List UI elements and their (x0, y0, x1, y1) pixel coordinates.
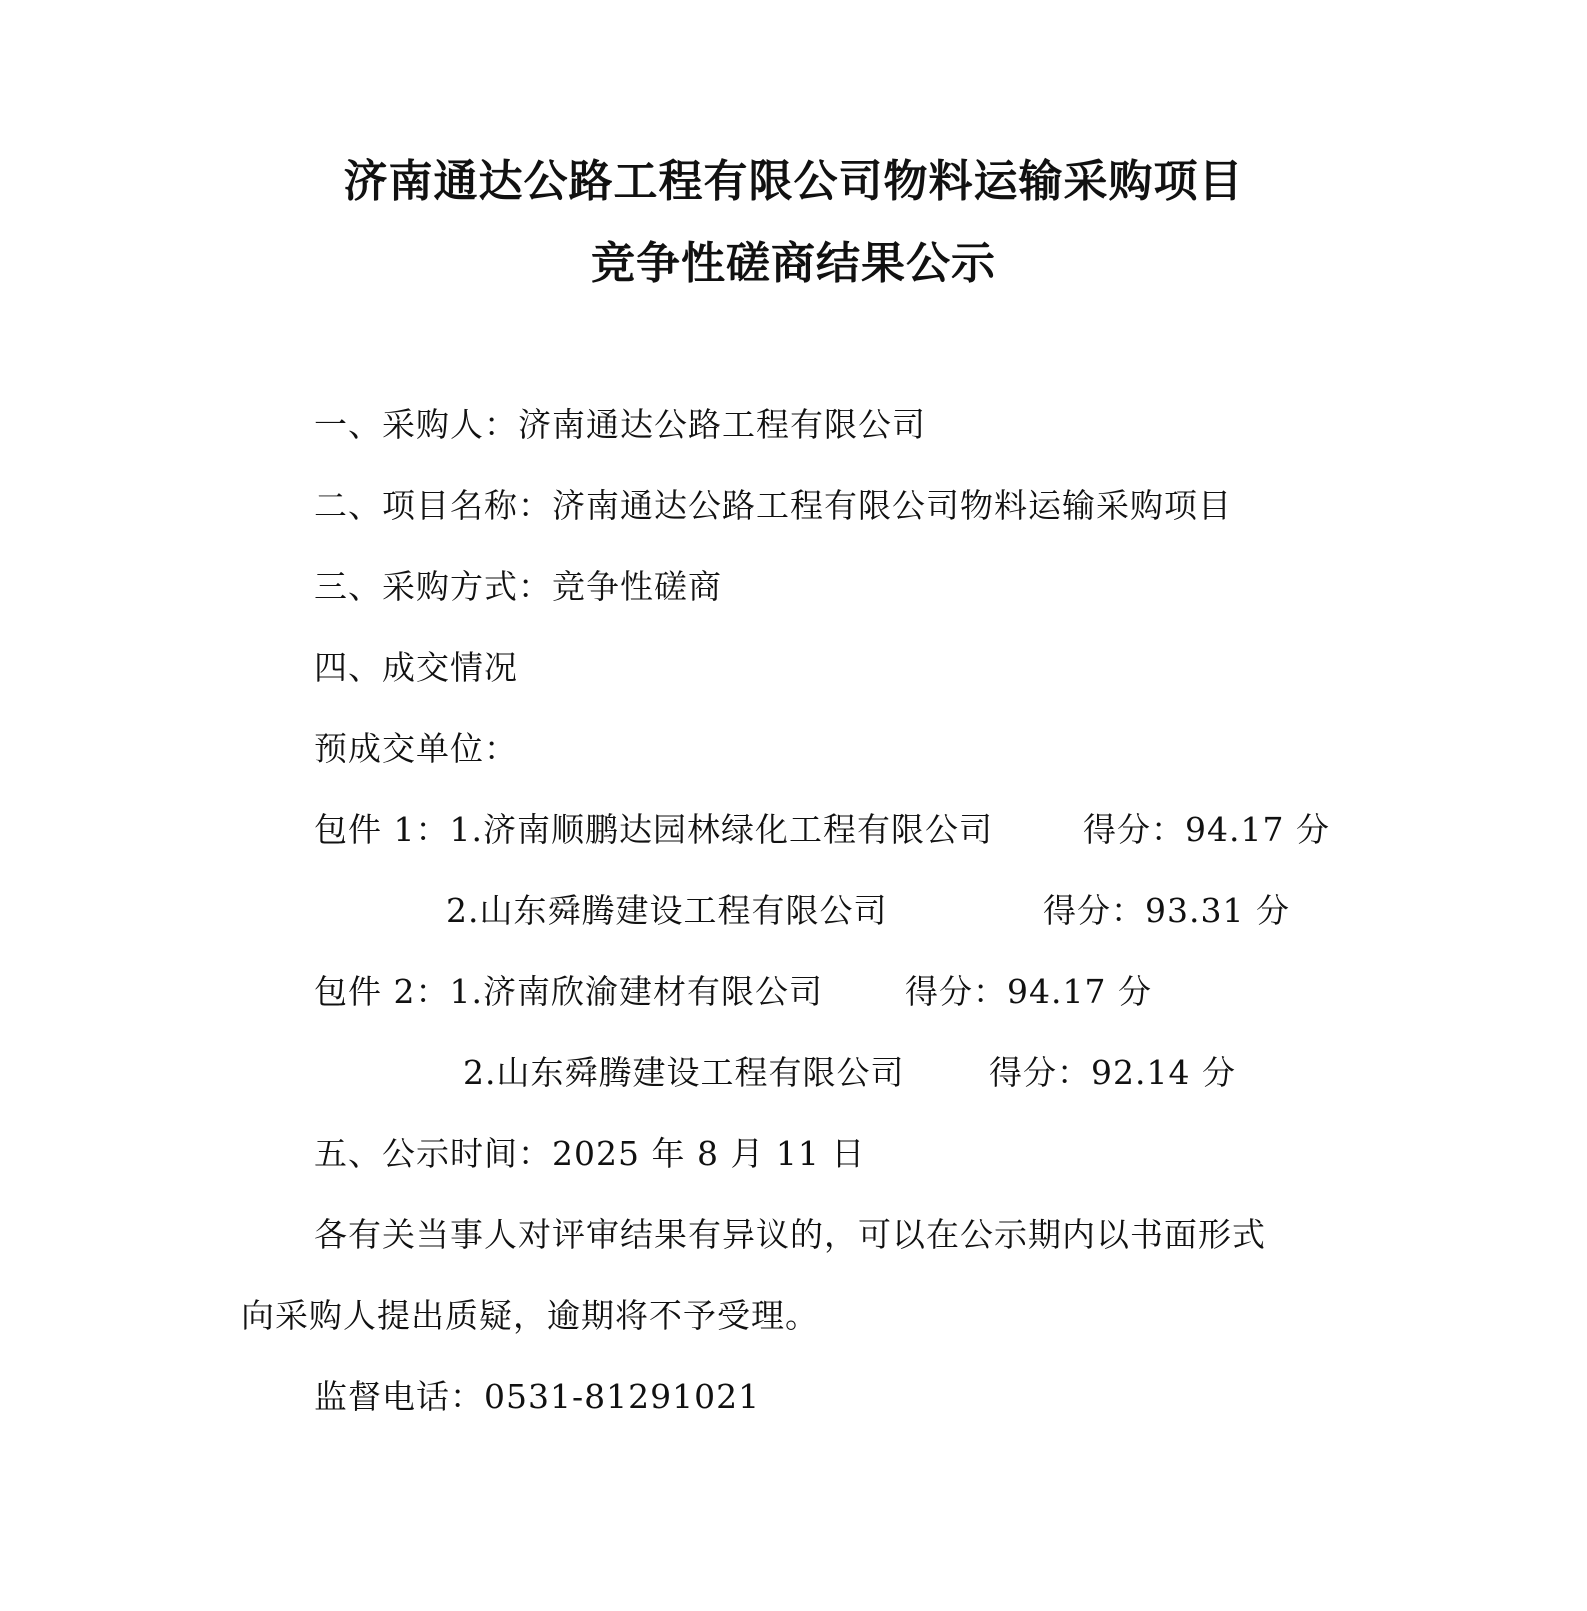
package-2-entry-2-score: 得分：92.14 分 (989, 1053, 1236, 1092)
package-2-row-1 (314, 970, 823, 1014)
package-1-entry-1-score: 得分：94.17 分 (1083, 810, 1330, 849)
package-1-label: 包件 1： (314, 810, 450, 849)
purchaser-line: 一、采购人：济南通达公路工程有限公司 (314, 405, 926, 444)
procurement-method-line: 三、采购方式：竞争性磋商 (314, 567, 722, 606)
package-1-entry-2-score: 得分：93.31 分 (1043, 891, 1290, 930)
package-2-entry-2-name: 2.山东舜腾建设工程有限公司 (463, 1053, 905, 1092)
pre-winner-label: 预成交单位： (314, 729, 518, 768)
project-name-line: 二、项目名称：济南通达公路工程有限公司物料运输采购项目 (314, 486, 1232, 525)
package-1-row-1 (314, 808, 993, 852)
package-2-label: 包件 2： (314, 972, 450, 1011)
document-title-line2: 竞争性磋商结果公示 (591, 238, 996, 289)
package-1-entry-1-name: 1.济南顺鹏达园林绿化工程有限公司 (449, 810, 993, 849)
publicity-time-line: 五、公示时间：2025 年 8 月 11 日 (314, 1134, 866, 1173)
deal-status-heading: 四、成交情况 (314, 648, 518, 687)
objection-paragraph-line2: 向采购人提出质疑，逾期将不予受理。 (241, 1296, 819, 1335)
document-title-line1: 济南通达公路工程有限公司物料运输采购项目 (343, 156, 1244, 207)
supervision-phone-line: 监督电话：0531-81291021 (314, 1377, 761, 1416)
package-1-entry-2-name: 2.山东舜腾建设工程有限公司 (446, 891, 888, 930)
package-2-entry-1-name: 1.济南欣渝建材有限公司 (449, 972, 823, 1011)
objection-paragraph-line1: 各有关当事人对评审结果有异议的，可以在公示期内以书面形式 (314, 1215, 1266, 1254)
package-2-entry-1-score: 得分：94.17 分 (905, 972, 1152, 1011)
